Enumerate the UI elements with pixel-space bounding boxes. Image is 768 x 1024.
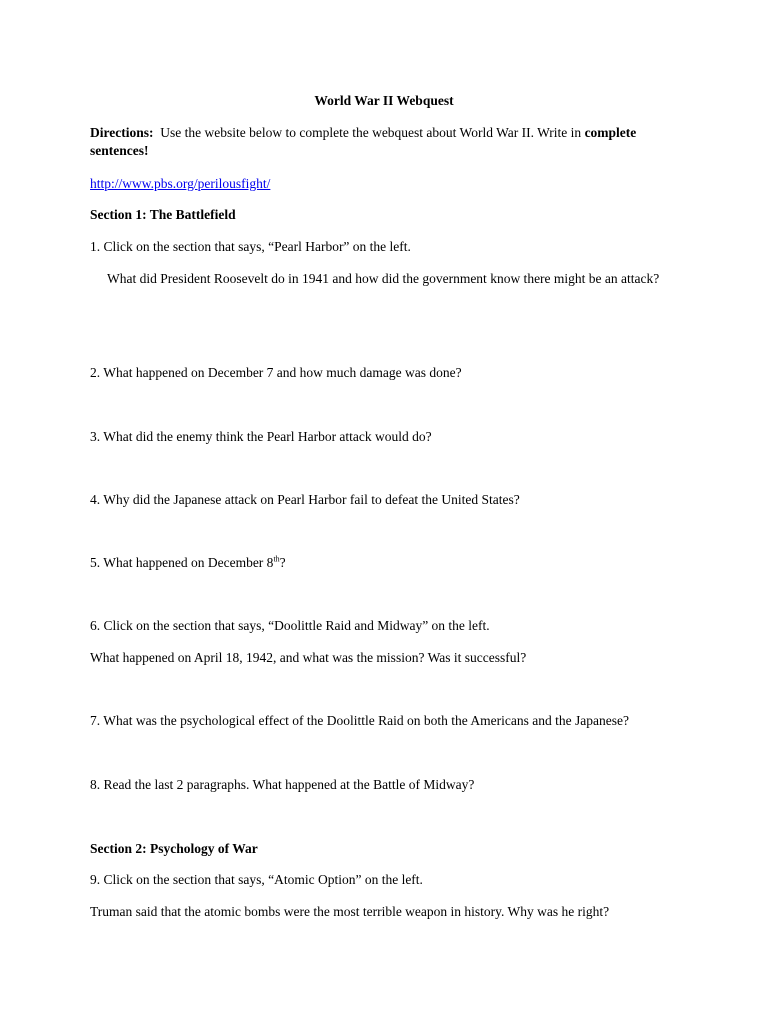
directions-text: Use the website below to complete the webquest about World War II. Write in — [160, 125, 585, 140]
website-link-line — [90, 175, 270, 193]
question-4-text: 4. Why did the Japanese attack on Pearl Harbor fail to defeat the United States? — [90, 492, 520, 507]
website-link[interactable]: http://www.pbs.org/perilousfight/ — [90, 176, 271, 191]
question-8-text: 8. Read the last 2 paragraphs. What happened at the Battle of Midway? — [90, 777, 475, 792]
question-5-main: 5. What happened on December 8 — [90, 555, 274, 570]
directions-emphasis: complete sentences! — [90, 125, 637, 158]
directions-label: Directions: — [90, 125, 154, 140]
document-title: World War II Webquest — [314, 93, 454, 108]
question-1-instruction: 1. Click on the section that says, “Pearl Harbor” on the left. — [90, 239, 411, 254]
directions-paragraph — [90, 124, 680, 160]
question-5-superscript: th — [273, 554, 280, 564]
question-9-text: Truman said that the atomic bombs were the most terrible weapon in history. Why was he right? — [90, 904, 610, 919]
section-1-heading: Section 1: The Battlefield — [90, 207, 236, 222]
question-3-text: 3. What did the enemy think the Pearl Harbor attack would do? — [90, 429, 432, 444]
question-5-text — [90, 554, 286, 572]
section-2-heading: Section 2: Psychology of War — [90, 841, 258, 856]
question-6-instruction: 6. Click on the section that says, “Doolittle Raid and Midway” on the left. — [90, 618, 490, 633]
question-5-end: ? — [279, 555, 286, 570]
question-9-instruction: 9. Click on the section that says, “Atomic Option” on the left. — [90, 872, 423, 887]
question-2-text: 2. What happened on December 7 and how much damage was done? — [90, 365, 462, 380]
question-7-text: 7. What was the psychological effect of the Doolittle Raid on both the Americans and the Japanese? — [90, 713, 629, 728]
question-1-text: What did President Roosevelt do in 1941 and how did the government know there might be an attack? — [107, 271, 660, 286]
question-6-text: What happened on April 18, 1942, and what was the mission? Was it successful? — [90, 650, 527, 665]
